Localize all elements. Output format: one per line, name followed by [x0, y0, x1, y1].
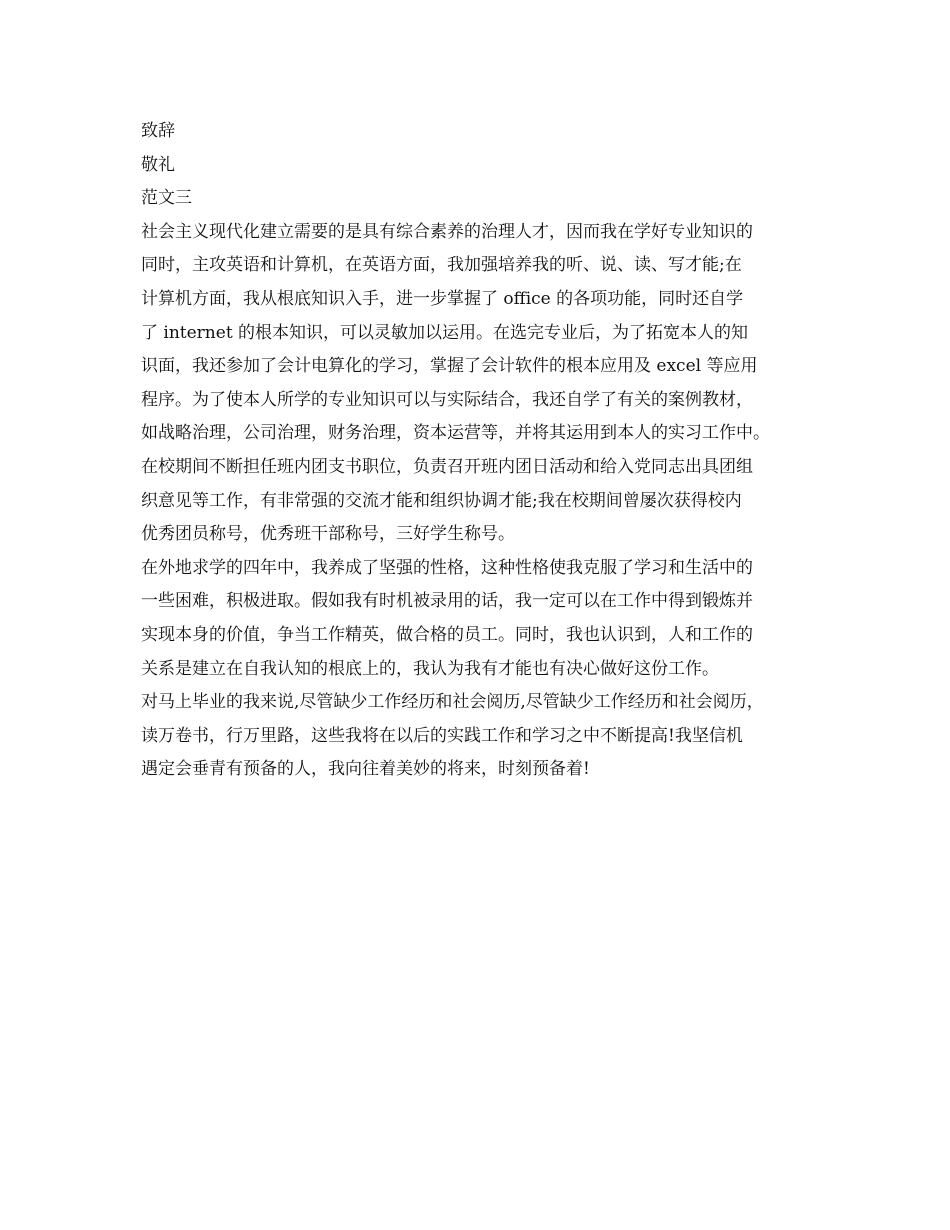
text-line: 社会主义现代化建立需要的是具有综合素养的治理人才，因而我在学好专业知识的 — [141, 221, 753, 242]
text-line: 优秀团员称号，优秀班干部称号，三好学生称号。 — [141, 524, 515, 545]
document-body — [141, 115, 831, 787]
text-line: 如战略治理，公司治理，财务治理，资本运营等，并将其运用到本人的实习工作中。 — [141, 423, 770, 444]
text-line: 实现本身的价值，争当工作精英，做合格的员工。同时，我也认识到，人和工作的 — [141, 624, 753, 645]
text-line: 织意见等工作，有非常强的交流才能和组织协调才能;我在校期间曾屡次获得校内 — [141, 490, 742, 511]
text-line: 遇定会垂青有预备的人，我向往着美妙的将来，时刻预备着! — [141, 759, 590, 780]
text-line: 计算机方面，我从根底知识入手，进一步掌握了 office 的各项功能，同时还自学 — [141, 288, 744, 309]
text-line: 在校期间不断担任班内团支书职位，负责召开班内团日活动和给入党同志出具团组 — [141, 456, 753, 477]
text-line: 在外地求学的四年中，我养成了坚强的性格，这种性格使我克服了学习和生活中的 — [141, 557, 753, 578]
section-heading: 范文三 — [141, 188, 192, 209]
text-line: 程序。为了使本人所学的专业知识可以与实际结合，我还自学了有关的案例教材， — [141, 389, 753, 410]
text-line: 对马上毕业的我来说,尽管缺少工作经历和社会阅历,尽管缺少工作经历和社会阅历， — [141, 692, 764, 713]
text-line: 识面，我还参加了会计电算化的学习，掌握了会计软件的根本应用及 excel 等应用 — [141, 356, 758, 377]
text-line: 一些困难，积极进取。假如我有时机被录用的话，我一定可以在工作中得到锻炼并 — [141, 591, 753, 612]
text-line: 了 internet 的根本知识，可以灵敏加以运用。在选完专业后，为了拓宽本人的知 — [141, 322, 749, 343]
closing-line: 致辞 — [141, 121, 175, 141]
text-line: 同时，主攻英语和计算机，在英语方面，我加强培养我的听、说、读、写才能;在 — [141, 255, 742, 276]
text-line: 关系是建立在自我认知的根底上的，我认为我有才能也有决心做好这份工作。 — [141, 658, 719, 679]
salutation-line: 敬礼 — [141, 154, 175, 175]
text-line: 读万卷书，行万里路，这些我将在以后的实践工作和学习之中不断提高!我坚信机 — [141, 725, 743, 746]
